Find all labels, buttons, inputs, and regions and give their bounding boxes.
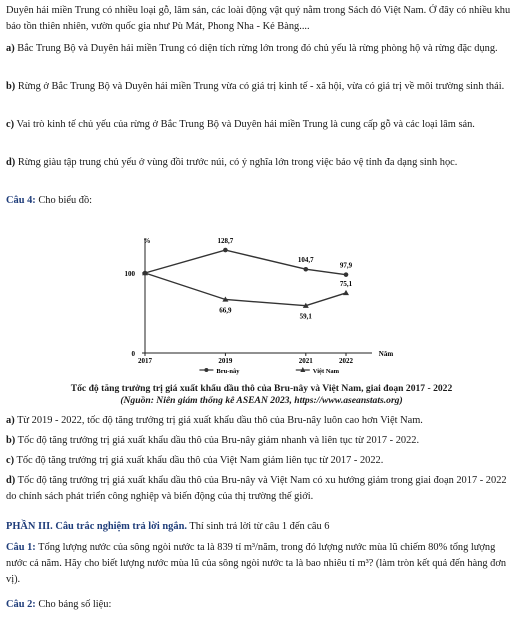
data-label: 128,7: [217, 237, 234, 246]
question-label: Câu 4:: [6, 195, 36, 206]
intro-paragraph: [6, 3, 517, 35]
chart-title: Tốc độ tăng trưởng trị giá xuất khẩu dầu thô của Bru-nây và Việt Nam, giai đoạn 2017 - 2022: [70, 383, 453, 394]
q3-option-b: [6, 79, 517, 95]
q3-option-a: [6, 41, 517, 57]
question-text: Cho biểu đồ:: [38, 195, 93, 206]
option-text: Bắc Trung Bộ và Duyên hải miền Trung có diện tích rừng lớn trong đó chủ yếu là rừng phòng hộ và rừng đặc dụng.: [17, 43, 498, 54]
q4-option-b: [6, 433, 517, 449]
data-point-vietnam: [343, 290, 349, 295]
part-instruction: Thí sinh trả lời từ câu 1 đến câu 6: [189, 521, 330, 532]
y-tick-label: 0: [131, 350, 135, 358]
line-chart: [0, 233, 523, 408]
data-label: 59,1: [299, 312, 312, 321]
data-label: 104,7: [297, 256, 314, 265]
option-text: Tốc độ tăng trưởng trị giá xuất khẩu dầu thô của Bru-nây và Việt Nam có xu hướng giảm trong giai đoạn 2017 - 2022 do chính sách phát triển công nghiệp và biến động của thị trường thế giới.: [6, 475, 507, 502]
option-text: Vai trò kinh tế chủ yếu của rừng ở Bắc Trung Bộ và Duyên hải miền Trung là cung cấp gỗ và các loại lâm sản.: [16, 119, 475, 130]
option-letter: b): [6, 435, 16, 446]
legend-marker: [204, 368, 208, 372]
option-letter: d): [6, 475, 16, 486]
q3-option-d: [6, 155, 517, 171]
q4-heading: [6, 193, 517, 209]
part-title: PHẦN III. Câu trắc nghiệm trả lời ngắn.: [6, 521, 187, 532]
question-text: Tổng lượng nước của sông ngòi nước ta là 839 tỉ m³/năm, trong đó lượng nước mùa lũ chiếm 80% tổng lượng nước cả năm. Hãy cho biết lượng nước mùa lũ của sông ngòi nước ta là bao nhiêu tỉ m³? (làm tròn kết quả đến hàng đơn vị).: [6, 542, 507, 585]
q4-option-a: [6, 413, 517, 429]
data-label: 66,9: [219, 306, 232, 315]
part3-heading: [6, 519, 517, 535]
data-point-brunei: [223, 248, 228, 253]
option-letter: b): [6, 81, 16, 92]
data-label: 75,1: [339, 279, 353, 288]
option-text: Tốc độ tăng trưởng trị giá xuất khẩu dầu thô của Việt Nam giảm liên tục từ 2017 - 2022.: [16, 455, 384, 466]
intro-text: Duyên hải miền Trung có nhiều loại gỗ, lâm sản, các loài động vật quý nằm trong Sách đỏ Việt Nam. Ở đây có nhiều khu bảo tồn thiên nhiên, vườn quốc gia như Pù Mát, Phong Nha - Kẻ Bàng....: [6, 5, 511, 32]
y-tick-label: 100: [124, 270, 135, 278]
p3-question-2: [6, 597, 517, 613]
x-tick-label: 2022: [339, 357, 353, 365]
option-letter: a): [6, 43, 15, 54]
option-letter: c): [6, 119, 15, 130]
legend-label: Bru-nây: [216, 368, 240, 375]
question-label: Câu 2:: [6, 599, 36, 610]
chart-svg: [0, 233, 523, 383]
data-point-brunei: [304, 267, 309, 272]
p3-question-1: [6, 540, 517, 588]
question-label: Câu 1:: [6, 542, 36, 553]
option-letter: d): [6, 157, 16, 168]
y-axis-label: %: [143, 237, 151, 245]
data-point-brunei: [344, 272, 349, 277]
q4-option-c: [6, 453, 517, 469]
option-letter: a): [6, 415, 15, 426]
data-label: 97,9: [339, 261, 353, 270]
option-text: Từ 2019 - 2022, tốc độ tăng trưởng trị giá xuất khẩu dầu thô của Bru-nây luôn cao hơn Việt Nam.: [17, 415, 423, 426]
x-tick-label: 2019: [218, 357, 233, 365]
option-text: Tốc độ tăng trưởng trị giá xuất khẩu dầu thô của Bru-nây giảm nhanh và liên tục từ 2017 - 2022.: [17, 435, 420, 446]
option-text: Rừng ở Bắc Trung Bộ và Duyên hải miền Trung vừa có giá trị kinh tế - xã hội, vừa có giá trị về môi trường sinh thái.: [17, 81, 505, 92]
legend-label: Việt Nam: [312, 368, 340, 375]
series-line-brunei: [145, 250, 346, 275]
option-text: Rừng giàu tập trung chủ yếu ở vùng đồi trước núi, có ý nghĩa lớn trong việc bảo vệ tỉnh đa dạng sinh học.: [17, 157, 458, 168]
chart-source: (Nguồn: Niên giám thống kê ASEAN 2023, https://www.aseanstats.org): [120, 395, 403, 406]
q3-option-c: [6, 117, 517, 133]
series-line-vietnam: [145, 273, 346, 306]
x-tick-label: 2021: [298, 357, 313, 365]
q4-option-d: [6, 473, 517, 505]
x-axis-label: Năm: [378, 350, 394, 358]
x-tick-label: 2017: [138, 357, 152, 365]
option-letter: c): [6, 455, 15, 466]
question-text: Cho bảng số liệu:: [38, 599, 112, 610]
